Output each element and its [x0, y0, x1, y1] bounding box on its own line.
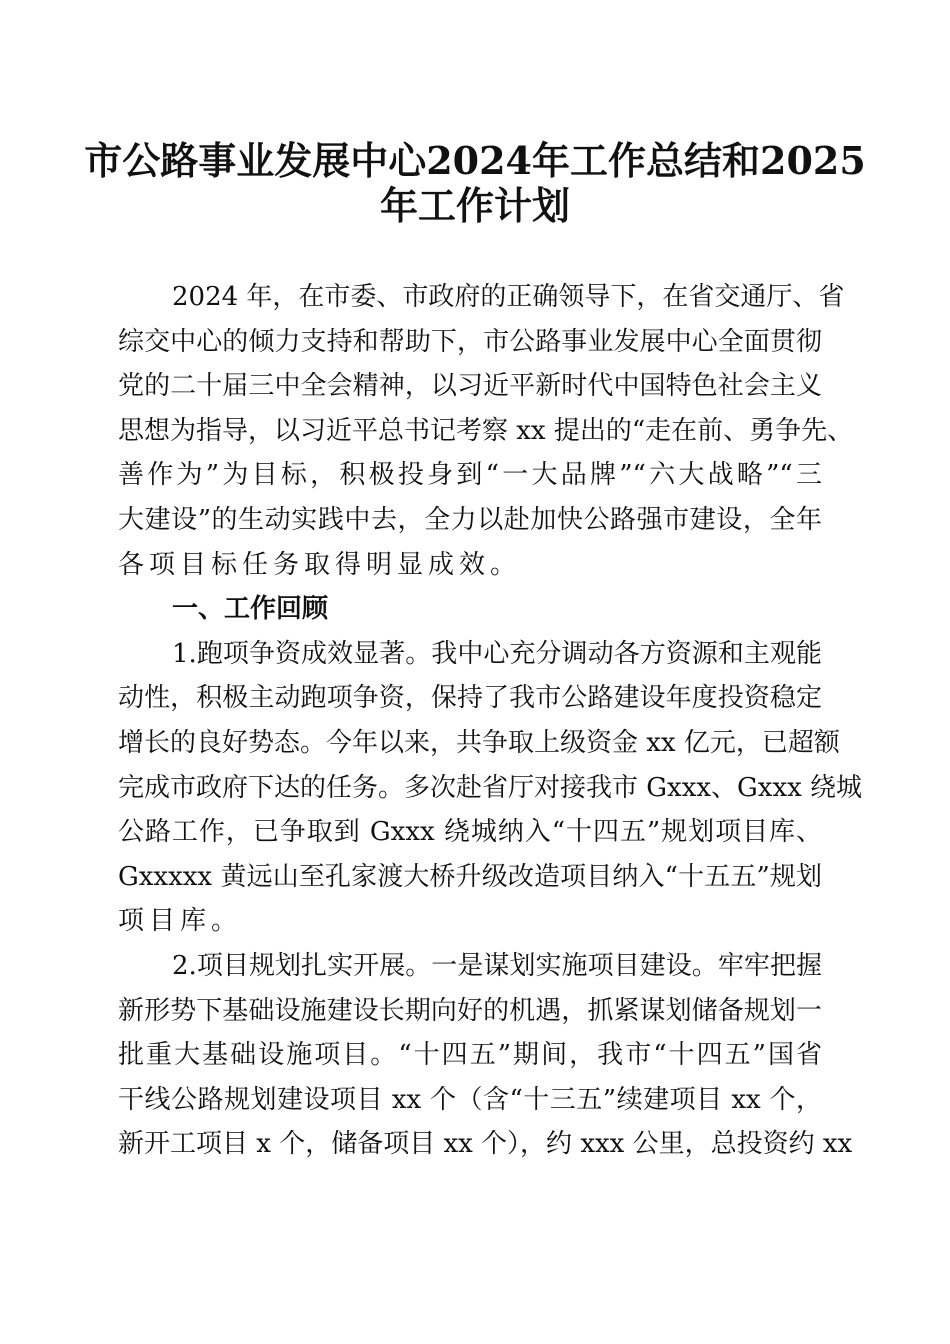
text-line: 综交中心的倾力支持和帮助下，市公路事业发展中心全面贯彻: [118, 326, 822, 357]
text-line: 各项目标任务取得明显成效。: [118, 549, 522, 580]
intro-paragraph: [118, 275, 854, 587]
document-body: [118, 275, 863, 1167]
item-2-paragraph: [118, 944, 853, 1167]
text-line: 1.跑项争资成效显著。我中心充分调动各方资源和主观能: [172, 638, 822, 669]
text-line: 干线公路规划建设项目 xx 个（含“十三五”续建项目 xx 个，: [118, 1084, 822, 1115]
text-line: 新形势下基础设施建设长期向好的机遇，抓紧谋划储备规划一: [118, 995, 822, 1026]
text-line: 完成市政府下达的任务。多次赴省厅对接我市 Gxxx、Gxxx 绕城: [118, 772, 863, 803]
text-line: 善作为”为目标，积极投身到“一大品牌”“六大战略”“三: [118, 460, 822, 491]
text-line: Gxxxxx 黄远山至孔家渡大桥升级改造项目纳入“十五五”规划: [118, 861, 822, 892]
text-line: 增长的良好势态。今年以来，共争取上级资金 xx 亿元，已超额: [118, 727, 840, 758]
text-line: 大建设”的生动实践中去，全力以赴加快公路强市建设，全年: [118, 504, 822, 535]
text-line: 动性，积极主动跑项争资，保持了我市公路建设年度投资稳定: [118, 683, 822, 714]
text-line: 新开工项目 x 个，储备项目 xx 个），约 xxx 公里，总投资约 xx: [118, 1129, 853, 1160]
text-line: 思想为指导，以习近平总书记考察 xx 提出的“走在前、勇争先、: [118, 415, 854, 446]
text-line: 党的二十届三中全会精神，以习近平新时代中国特色社会主义: [118, 371, 822, 402]
text-line: 2.项目规划扎实开展。一是谋划实施项目建设。牢牢把握: [172, 950, 822, 981]
item-1-paragraph: [118, 632, 863, 944]
document-title-line-2: 年工作计划: [379, 183, 570, 228]
text-line: 项目库。: [118, 906, 243, 937]
text-line: 批重大基础设施项目。“十四五”期间，我市“十四五”国省: [118, 1040, 822, 1071]
text-line: 公路工作，已争取到 Gxxx 绕城纳入“十四五”规划项目库、: [118, 817, 822, 848]
document-title-line-1: 市公路事业发展中心2024年工作总结和2025: [84, 138, 866, 183]
section-heading: 一、工作回顾: [172, 594, 329, 625]
text-line: 2024 年，在市委、市政府的正确领导下，在省交通厅、省: [172, 282, 845, 312]
